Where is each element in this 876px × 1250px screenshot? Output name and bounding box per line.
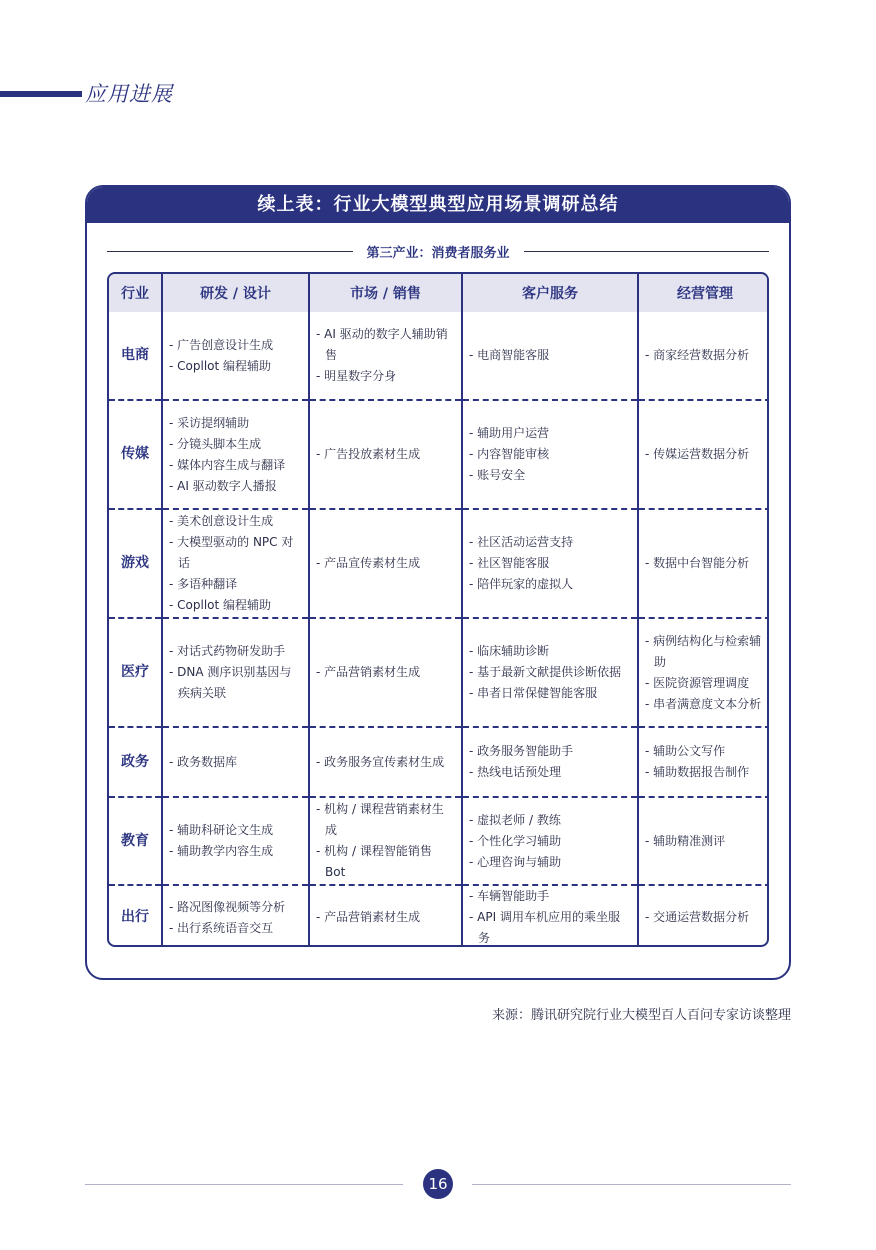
list-item: - 美术创意设计生成	[169, 514, 274, 528]
industry-cell: 出行	[109, 885, 162, 947]
subheader-line-right	[524, 251, 770, 252]
dev-cell	[162, 618, 309, 727]
table-row	[109, 618, 769, 727]
list-item: - 产品营销素材生成	[316, 910, 421, 924]
footer-line-right	[472, 1184, 791, 1185]
list-item: - 路况图像视频等分析	[169, 899, 286, 914]
list-item: - 广告创意设计生成	[169, 337, 274, 352]
list-item: - 陪伴玩家的虚拟人	[469, 577, 574, 591]
table-row	[109, 509, 769, 618]
dev-cell	[162, 400, 309, 509]
list-item: - 热线电话预处理	[469, 765, 562, 779]
list-item: - 分镜头脚本生成	[169, 436, 262, 451]
list-item: - API 调用车机应用的乘坐服务	[469, 910, 620, 945]
header-market: 市场 / 销售	[309, 274, 462, 312]
ops-cell	[638, 797, 769, 885]
market-cell	[309, 618, 462, 727]
list-item: - 数据中台智能分析	[645, 556, 750, 570]
table-row	[109, 312, 769, 400]
ops-cell	[638, 885, 769, 947]
list-item: - 商家经营数据分析	[645, 348, 750, 362]
dev-cell	[162, 885, 309, 947]
table-row	[109, 400, 769, 509]
service-cell	[462, 312, 638, 400]
list-item: - 大模型驱动的 NPC 对话	[169, 535, 294, 570]
list-item: - 政务数据库	[169, 754, 238, 769]
service-cell	[462, 618, 638, 727]
industry-cell: 医疗	[109, 618, 162, 727]
page-number: 16	[423, 1169, 453, 1199]
list-item: - 社区活动运营支持	[469, 535, 574, 549]
industry-cell: 电商	[109, 312, 162, 400]
list-item: - 虚拟老师 / 教练	[469, 812, 561, 827]
ops-cell	[638, 509, 769, 618]
list-item: - 对话式药物研发助手	[169, 644, 286, 658]
table-wrapper	[107, 272, 769, 947]
list-item: - Copllot 编程辅助	[169, 358, 272, 373]
summary-card	[85, 185, 791, 980]
list-item: - 政务服务智能助手	[469, 744, 574, 758]
service-cell	[462, 400, 638, 509]
table-row	[109, 727, 769, 797]
list-item: - 医院资源管理调度	[645, 675, 750, 690]
list-item: - 辅助用户运营	[469, 426, 550, 440]
market-cell	[309, 885, 462, 947]
industry-cell: 政务	[109, 727, 162, 797]
ops-cell	[638, 727, 769, 797]
table-row	[109, 885, 769, 947]
list-item: - 明星数字分身	[316, 369, 397, 383]
header-ops: 经营管理	[638, 274, 769, 312]
dev-cell	[162, 727, 309, 797]
list-item: - 病例结构化与检索辅助	[645, 633, 762, 669]
ops-cell	[638, 618, 769, 727]
table-header-row	[109, 274, 769, 312]
section-title: 应用进展	[85, 82, 173, 106]
list-item: - AI 驱动的数字人辅助销售	[316, 327, 448, 362]
list-item: - 车辆智能助手	[469, 889, 550, 903]
list-item: - 机构 / 课程智能销售 Bot	[316, 844, 432, 879]
card-title: 续上表：行业大模型典型应用场景调研总结	[87, 187, 789, 223]
list-item: - 心理咨询与辅助	[469, 854, 562, 869]
list-item: - 辅助数据报告制作	[645, 765, 750, 779]
list-item: - 机构 / 课程营销素材生成	[316, 802, 444, 837]
list-item: - 辅助教学内容生成	[169, 844, 274, 858]
footer-line-left	[85, 1184, 403, 1185]
market-cell	[309, 400, 462, 509]
list-item: - 媒体内容生成与翻译	[169, 457, 286, 472]
market-cell	[309, 312, 462, 400]
list-item: - 采访提纲辅助	[169, 415, 250, 430]
list-item: - 多语种翻译	[169, 577, 238, 591]
dev-cell	[162, 509, 309, 618]
list-item: - 出行系统语音交互	[169, 920, 274, 935]
table-body	[109, 312, 769, 947]
industry-cell: 游戏	[109, 509, 162, 618]
list-item: - 辅助精准测评	[645, 833, 726, 848]
table-row	[109, 797, 769, 885]
list-item: - Copllot 编程辅助	[169, 598, 272, 612]
scenario-table	[109, 274, 769, 947]
list-item: - 产品宣传素材生成	[316, 556, 421, 570]
list-item: - 辅助公文写作	[645, 744, 726, 758]
list-item: - 串者满意度文本分析	[645, 696, 762, 711]
list-item: - 传媒运营数据分析	[645, 447, 750, 461]
list-item: - 产品营销素材生成	[316, 665, 421, 679]
ops-cell	[638, 312, 769, 400]
service-cell	[462, 509, 638, 618]
list-item: - 辅助科研论文生成	[169, 823, 274, 837]
list-item: - 政务服务宣传素材生成	[316, 754, 445, 769]
service-cell	[462, 797, 638, 885]
source-note: 来源：腾讯研究院行业大模型百人百问专家访谈整理	[491, 1008, 791, 1023]
header-industry: 行业	[109, 274, 162, 312]
dev-cell	[162, 312, 309, 400]
subheader	[107, 239, 769, 263]
list-item: - 广告投放素材生成	[316, 447, 421, 461]
industry-cell: 传媒	[109, 400, 162, 509]
ops-cell	[638, 400, 769, 509]
list-item: - AI 驱动数字人播报	[169, 478, 277, 493]
list-item: - 电商智能客服	[469, 348, 550, 362]
subheader-line-left	[107, 251, 353, 252]
market-cell	[309, 509, 462, 618]
list-item: - 临床辅助诊断	[469, 644, 550, 658]
section-accent-bar	[0, 91, 82, 97]
list-item: - 个性化学习辅助	[469, 833, 562, 848]
list-item: - 基于最新文献提供诊断依据	[469, 665, 622, 679]
list-item: - 账号安全	[469, 468, 526, 482]
industry-cell: 教育	[109, 797, 162, 885]
header-service: 客户服务	[462, 274, 638, 312]
list-item: - 交通运营数据分析	[645, 910, 750, 924]
list-item: - 内容智能审核	[469, 447, 550, 461]
market-cell	[309, 797, 462, 885]
service-cell	[462, 727, 638, 797]
service-cell	[462, 885, 638, 947]
list-item: - 串者日常保健智能客服	[469, 686, 598, 700]
dev-cell	[162, 797, 309, 885]
market-cell	[309, 727, 462, 797]
list-item: - 社区智能客服	[469, 556, 550, 570]
header-dev: 研发 / 设计	[162, 274, 309, 312]
list-item: - DNA 测序识别基因与疾病关联	[169, 665, 292, 700]
subheader-text: 第三产业：消费者服务业	[366, 245, 510, 261]
